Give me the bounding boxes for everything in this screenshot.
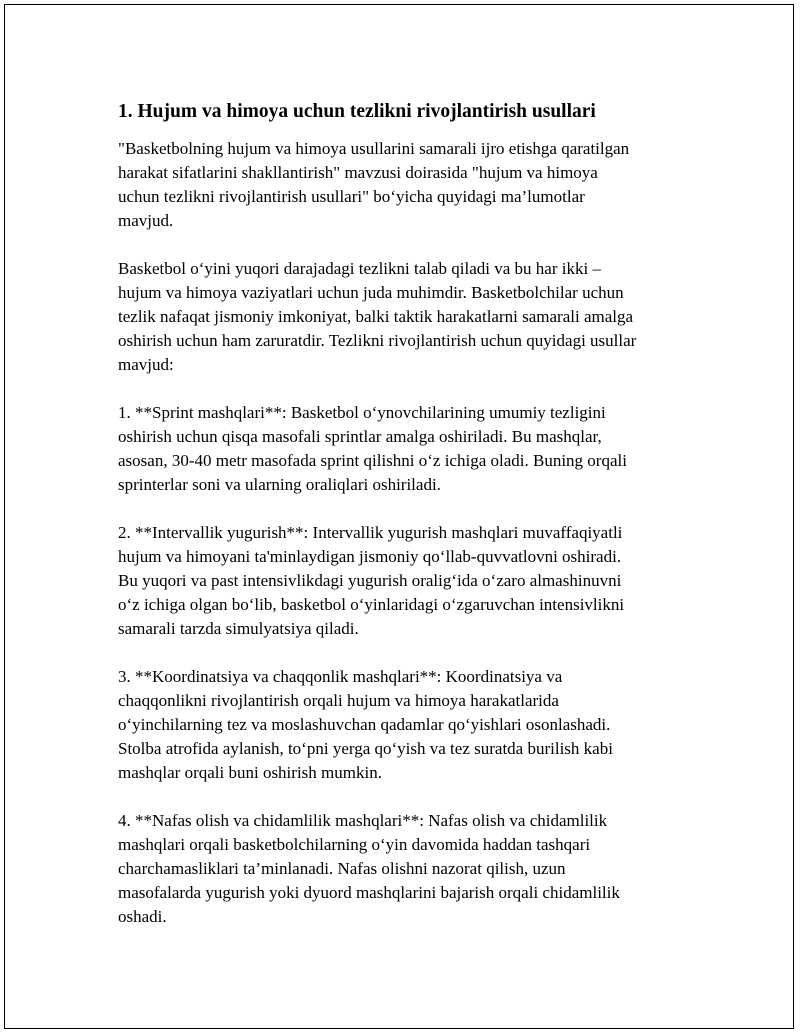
text-line: masofalarda yugurish yoki dyuord mashqlarini bajarish orqali chidamlilik [118, 883, 620, 902]
text-line: oshirish uchun qisqa masofali sprintlar amalga oshiriladi. Bu mashqlar, [118, 427, 602, 446]
text-line: hujum va himoyani ta'minlaydigan jismoniy qo‘llab-quvvatlovni oshiradi. [118, 547, 622, 566]
text-line: Basketbol o‘yini yuqori darajadagi tezlikni talab qiladi va bu har ikki – [118, 259, 601, 278]
section-heading: 1. Hujum va himoya uchun tezlikni rivojlantirish usullari [118, 101, 596, 122]
text-line: Bu yuqori va past intensivlikdagi yugurish oralig‘ida o‘zaro almashinuvni [118, 571, 622, 590]
text-line: o‘z ichiga olgan bo‘lib, basketbol o‘yinlaridagi o‘zgaruvchan intensivlikni [118, 595, 625, 614]
text-line: oshirish uchun ham zaruratdir. Tezlikni rivojlantirish uchun quyidagi usullar [118, 331, 637, 350]
text-line: mavjud. [118, 211, 174, 230]
document-body [118, 99, 693, 953]
text-line: mashqlari orqali basketbolchilarning o‘yin davomida haddan tashqari [118, 835, 591, 854]
paragraph-overview [118, 257, 693, 377]
text-line: charchamasliklari ta’minlanadi. Nafas olishni nazorat qilish, uzun [118, 859, 566, 878]
text-line: sprinterlar soni va ularning oraliqlari oshiriladi. [118, 475, 441, 494]
text-line: 3. **Koordinatsiya va chaqqonlik mashqlari**: Koordinatsiya va [118, 667, 563, 686]
paragraph-intro [118, 137, 693, 233]
paragraph-interval [118, 521, 693, 641]
text-line: samarali tarzda simulyatsiya qiladi. [118, 619, 359, 638]
document-page [4, 4, 794, 1029]
text-line: oshadi. [118, 907, 167, 926]
text-line: uchun tezlikni rivojlantirish usullari" bo‘yicha quyidagi ma’lumotlar [118, 187, 585, 206]
text-line: chaqqonlikni rivojlantirish orqali hujum va himoya harakatlarida [118, 691, 559, 710]
text-line: Stolba atrofida aylanish, to‘pni yerga qo‘yish va tez suratda burilish kabi [118, 739, 613, 758]
paragraph-coordination [118, 665, 693, 785]
text-line: "Basketbolning hujum va himoya usullarini samarali ijro etishga qaratilgan [118, 139, 630, 158]
paragraph-endurance [118, 809, 693, 929]
text-line: harakat sifatlarini shakllantirish" mavzusi doirasida "hujum va himoya [118, 163, 598, 182]
text-line: 2. **Intervallik yugurish**: Intervallik yugurish mashqlari muvaffaqiyatli [118, 523, 623, 542]
text-line: tezlik nafaqat jismoniy imkoniyat, balki taktik harakatlarni samarali amalga [118, 307, 634, 326]
text-line: asosan, 30-40 metr masofada sprint qilishni o‘z ichiga oladi. Buning orqali [118, 451, 627, 470]
text-line: o‘yinchilarning tez va moslashuvchan qadamlar qo‘yishlari osonlashadi. [118, 715, 611, 734]
text-line: 1. **Sprint mashqlari**: Basketbol o‘ynovchilarining umumiy tezligini [118, 403, 606, 422]
text-line: 4. **Nafas olish va chidamlilik mashqlari**: Nafas olish va chidamlilik [118, 811, 608, 830]
text-line: mashqlar orqali buni oshirish mumkin. [118, 763, 382, 782]
text-line: hujum va himoya vaziyatlari uchun juda muhimdir. Basketbolchilar uchun [118, 283, 624, 302]
paragraph-sprint [118, 401, 693, 497]
text-line: mavjud: [118, 355, 174, 374]
